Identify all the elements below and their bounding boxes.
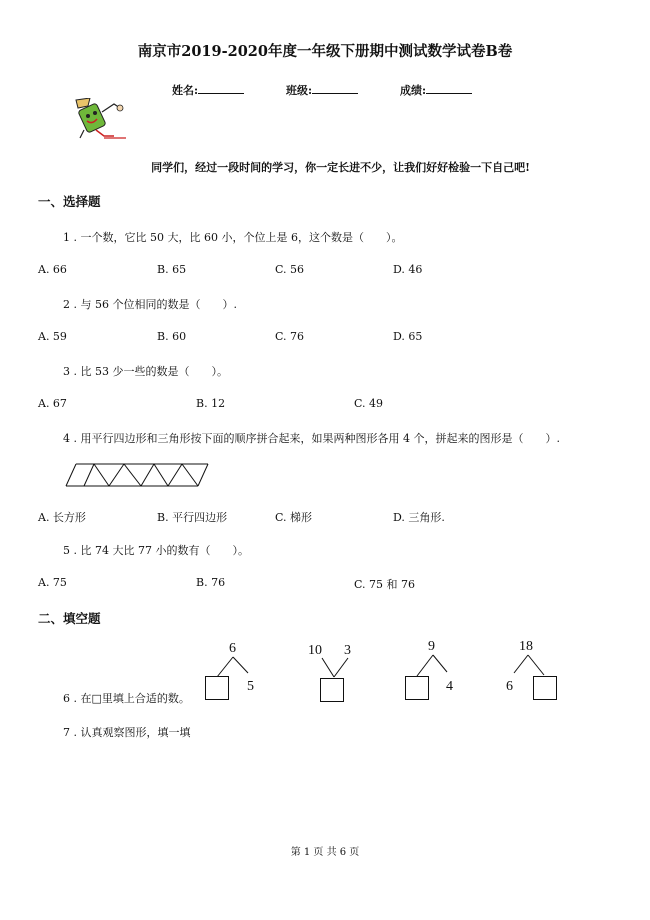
parallelogram-triangle-figure	[64, 462, 212, 490]
question-1: 1 . 一个数，它比 50 大，比 60 小，个位上是 6，这个数是（ ）。	[63, 231, 403, 244]
score-label: 成绩:	[400, 84, 427, 97]
q1-option-d[interactable]: D. 46	[393, 263, 423, 276]
pencil-mascot-icon	[70, 98, 128, 144]
q3-option-b[interactable]: B. 12	[196, 397, 226, 410]
question-4: 4 . 用平行四边形和三角形按下面的顺序拼合起来，如果两种图形各用 4 个，拼起来的图形是（ ）.	[63, 432, 560, 445]
bond-2-top-left-number: 10	[308, 643, 322, 658]
q2-option-c[interactable]: C. 76	[275, 330, 305, 343]
question-6: 6 . 在□里填上合适的数。	[63, 692, 190, 705]
bond-2-top-right-number: 3	[344, 643, 351, 658]
number-bond-2	[306, 641, 366, 703]
bond-1-answer-box[interactable]	[205, 676, 229, 700]
q5-option-b[interactable]: B. 76	[196, 576, 226, 589]
q5-option-c[interactable]: C. 75 和 76	[354, 578, 416, 591]
q2-option-a[interactable]: A. 59	[38, 330, 67, 343]
bond-3-right-number: 4	[446, 679, 453, 694]
page-title: 南京市2019-2020年度一年级下册期中测试数学试卷B卷	[137, 43, 513, 60]
number-bond-4	[504, 639, 564, 701]
bond-3-top-number: 9	[428, 639, 435, 654]
q4-option-d[interactable]: D. 三角形.	[393, 511, 445, 524]
bond-2-answer-box[interactable]	[320, 678, 344, 702]
q5-option-a[interactable]: A. 75	[38, 576, 67, 589]
q4-option-b[interactable]: B. 平行四边形	[157, 511, 228, 524]
q2-option-d[interactable]: D. 65	[393, 330, 423, 343]
section-heading-fill: 二、填空题	[38, 611, 101, 626]
question-5: 5 . 比 74 大比 77 小的数有（ ）。	[63, 544, 249, 557]
q3-option-c[interactable]: C. 49	[354, 397, 384, 410]
score-field	[400, 82, 472, 98]
class-label: 班级:	[286, 84, 313, 97]
question-7: 7 . 认真观察图形，填一填	[63, 726, 191, 739]
q1-option-b[interactable]: B. 65	[157, 263, 187, 276]
bond-4-lines	[504, 639, 564, 679]
section-heading-choice: 一、选择题	[38, 194, 101, 209]
name-label: 姓名:	[172, 84, 199, 97]
number-bond-3	[403, 639, 463, 701]
bond-3-answer-box[interactable]	[405, 676, 429, 700]
class-field	[286, 82, 358, 98]
page-footer: 第 1 页 共 6 页	[290, 847, 360, 858]
bond-1-right-number: 5	[247, 679, 254, 694]
q4-option-a[interactable]: A. 长方形	[38, 511, 86, 524]
q1-option-a[interactable]: A. 66	[38, 263, 67, 276]
bond-4-answer-box[interactable]	[533, 676, 557, 700]
question-2: 2 . 与 56 个位相同的数是（ ）.	[63, 298, 237, 311]
q4-option-c[interactable]: C. 梯形	[275, 511, 313, 524]
bond-4-top-number: 18	[519, 639, 533, 654]
question-3: 3 . 比 53 少一些的数是（ ）。	[63, 365, 228, 378]
number-bond-1	[203, 641, 263, 701]
q1-option-c[interactable]: C. 56	[275, 263, 305, 276]
bond-1-top-number: 6	[229, 641, 236, 656]
q3-option-a[interactable]: A. 67	[38, 397, 67, 410]
name-blank[interactable]	[198, 83, 244, 94]
q2-option-b[interactable]: B. 60	[157, 330, 187, 343]
name-field	[172, 82, 244, 98]
score-blank[interactable]	[426, 83, 472, 94]
intro-text: 同学们，经过一段时间的学习，你一定长进不少，让我们好好检验一下自己吧!	[151, 161, 530, 174]
bond-4-left-number: 6	[506, 679, 513, 694]
class-blank[interactable]	[312, 83, 358, 94]
